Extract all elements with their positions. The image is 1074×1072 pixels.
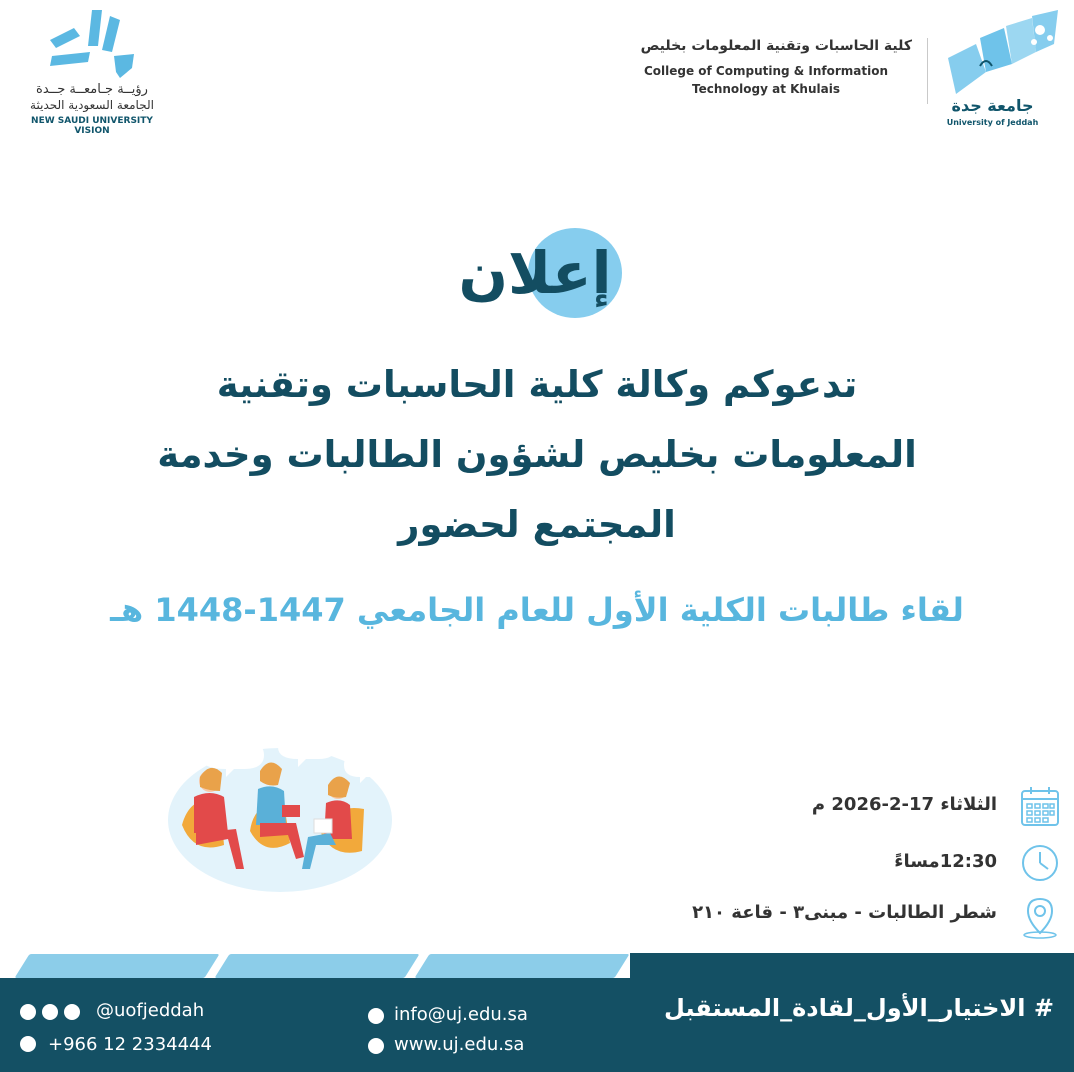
clock-icon <box>1020 841 1060 885</box>
decorative-stripe <box>215 954 420 978</box>
footer-website[interactable]: www.uj.edu.sa <box>394 1034 525 1055</box>
announcement-line-3: المجتمع لحضور <box>398 503 676 546</box>
vision-logo <box>40 6 145 86</box>
twitter-icon[interactable] <box>42 1004 58 1020</box>
vision-text-ar-line2: الجامعة السعودية الحديثة <box>30 98 154 112</box>
university-name-ar: جامعة جدة <box>951 96 1034 115</box>
email-icon <box>368 1008 384 1024</box>
footer-social-handle[interactable]: @uofjeddah <box>96 1000 205 1021</box>
footer-bar <box>0 978 1074 1072</box>
event-time: 12:30مساءً <box>894 851 997 872</box>
vision-text-en: NEW SAUDI UNIVERSITY VISION <box>31 116 153 136</box>
snapchat-icon[interactable] <box>64 1004 80 1020</box>
decorative-stripe <box>415 954 630 978</box>
location-pin-icon <box>1020 895 1060 939</box>
instagram-icon[interactable] <box>20 1004 36 1020</box>
footer-phone[interactable]: +966 12 2334444 <box>48 1034 212 1055</box>
decorative-stripe <box>15 954 220 978</box>
university-name-en: University of Jeddah <box>946 118 1039 127</box>
college-name-en-line2: Technology at Khulais <box>692 82 840 96</box>
header-divider <box>927 38 928 104</box>
event-date: الثلاثاء 17-2-2026 م <box>811 794 997 815</box>
announcement-title: إعلان <box>458 239 612 307</box>
calendar-icon <box>1020 785 1060 829</box>
web-icon <box>368 1038 384 1054</box>
vision-text-ar-line1: رؤيــة جـامعــة جــدة <box>36 82 148 97</box>
footer-email[interactable]: info@uj.edu.sa <box>394 1004 528 1025</box>
announcement-line-2: المعلومات بخليص لشؤون الطالبات وخدمة <box>157 433 917 476</box>
college-name-ar: كلية الحاسبات وتقنية المعلومات بخليص <box>640 38 912 54</box>
meeting-illustration <box>160 725 400 895</box>
phone-icon <box>20 1036 36 1052</box>
announcement-line-1: تدعوكم وكالة كلية الحاسبات وتقنية <box>216 363 858 406</box>
college-name-en-line1: College of Computing & Information <box>643 64 889 78</box>
event-location: شطر الطالبات - مبنى٣ - قاعة ٢١٠ <box>692 902 997 923</box>
footer-hashtag: # الاختيار_الأول_لقادة_المستقبل <box>664 994 1054 1022</box>
event-name: لقاء طالبات الكلية الأول للعام الجامعي 1447-1448 هـ <box>110 591 964 629</box>
